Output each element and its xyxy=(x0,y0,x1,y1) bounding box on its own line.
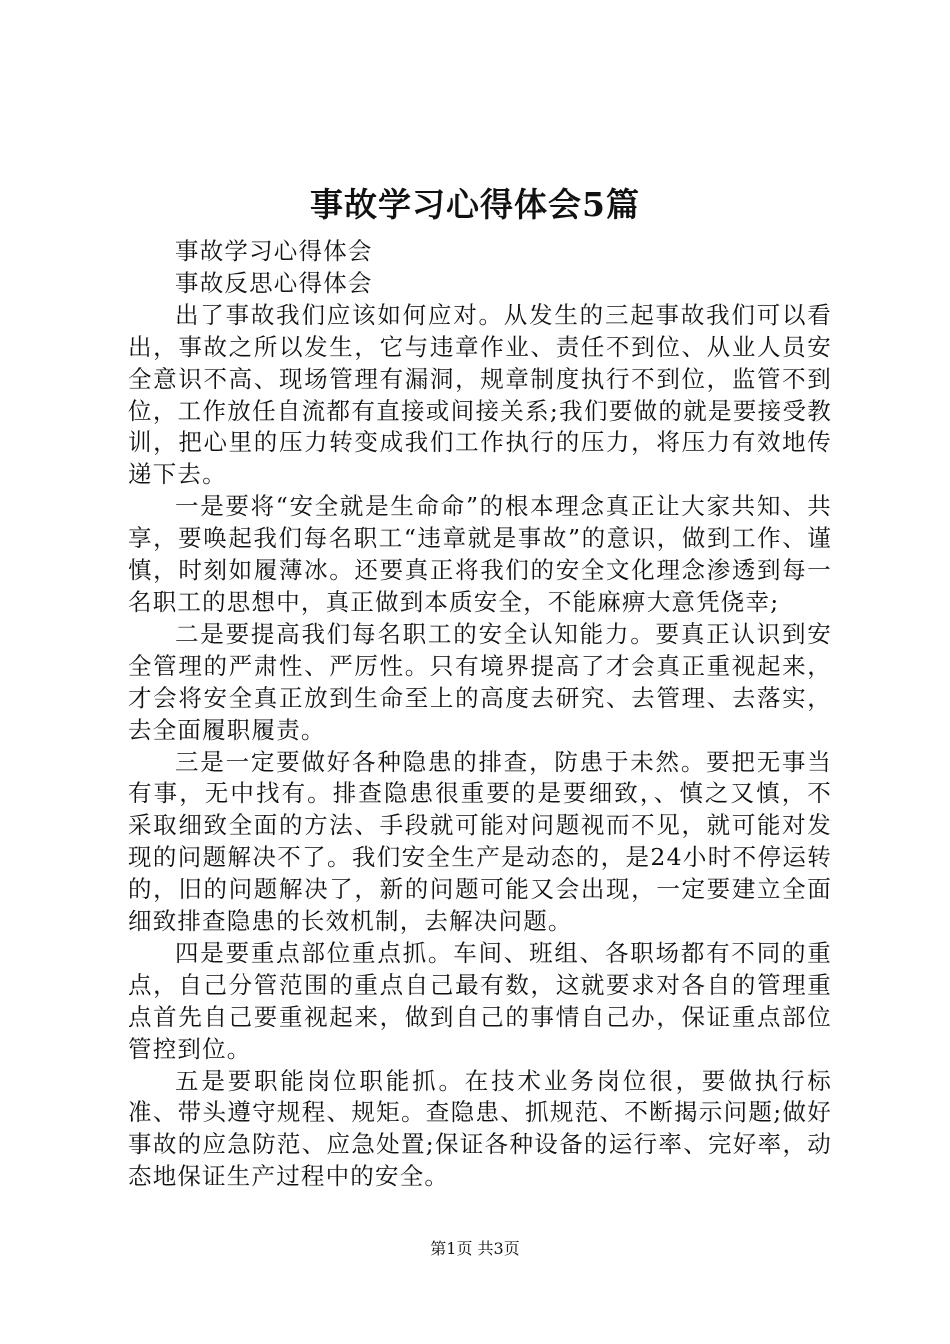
subheading-learning: 事故学习心得体会 xyxy=(175,237,373,265)
document-title: 事故学习心得体会5篇 xyxy=(310,185,640,224)
document-body xyxy=(128,236,832,1193)
paragraph-intro: 出了事故我们应该如何应对。从发生的三起事故我们可以看出，事故之所以发生，它与违章作业、责任不到位、从业人员安全意识不高、现场管理有漏洞，规章制度执行不到位，监管不到位，工作放任自流都有直接或间接关系;我们要做的就是要接受教训，把心里的压力转变成我们工作执行的压力，将压力有效地传递下去。 xyxy=(128,300,832,489)
paragraph-point-two: 二是要提高我们每名职工的安全认知能力。要真正认识到安全管理的严肃性、严厉性。只有境界提高了才会真正重视起来，才会将安全真正放到生命至上的高度去研究、去管理、去落实，去全面履职履责。 xyxy=(128,619,832,744)
subheading-reflection: 事故反思心得体会 xyxy=(175,268,373,297)
paragraph-point-four: 四是要重点部位重点抓。车间、班组、各职场都有不同的重点，自己分管范围的重点自己最有数，这就要求对各自的管理重点首先自己要重视起来，做到自己的事情自己办，保证重点部位管控到位。 xyxy=(128,938,832,1063)
paragraph-point-three: 三是一定要做好各种隐患的排查，防患于未然。要把无事当有事，无中找有。排查隐患很重要的是要细致，、慎之又慎，不采取细致全面的方法、手段就可能对问题视而不见，就可能对发现的问题解决不了。我们安全生产是动态的，是24小时不停运转的，旧的问题解决了，新的问题可能又会出现，一定要建立全面细致排查隐患的长效机制，去解决问题。 xyxy=(128,747,832,936)
page-footer: 第1页 共3页 xyxy=(430,1239,520,1258)
paragraph-point-one: 一是要将“安全就是生命命”的根本理念真正让大家共知、共享，要唤起我们每名职工“违章就是事故”的意识，做到工作、谨慎，时刻如履薄冰。还要真正将我们的安全文化理念渗透到每一名职工的思想中，真正做到本质安全，不能麻痹大意凭侥幸; xyxy=(128,492,832,616)
paragraph-point-five: 五是要职能岗位职能抓。在技术业务岗位很，要做执行标准、带头遵守规程、规矩。查隐患、抓规范、不断揭示问题;做好事故的应急防范、应急处置;保证各种设备的运行率、完好率，动态地保证生产过程中的安全。 xyxy=(128,1066,832,1191)
